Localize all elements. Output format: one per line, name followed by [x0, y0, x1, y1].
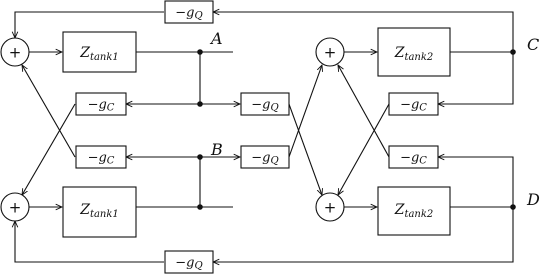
wire-d-to-bottom-gq [213, 207, 513, 262]
junction-a-top [197, 49, 203, 55]
wire-gq-mid-bottom-to-summer2 [289, 65, 322, 157]
ztank1-bottom-symbol: Z [80, 202, 90, 218]
summer-top-right [316, 38, 344, 66]
wire-gq-mid-top-to-summer4 [289, 104, 322, 195]
wire-gc-right-top-to-summer4 [338, 104, 389, 195]
gain-gc-right-bottom-sub: C [419, 155, 427, 167]
gain-gc-left-top [76, 93, 126, 115]
junction-d [510, 204, 516, 210]
gain-gc-right-bottom-symbol: −g [400, 150, 420, 166]
junction-c [510, 49, 516, 55]
ztank2-bottom-symbol: Z [394, 202, 405, 218]
node-label-c: C [527, 35, 540, 54]
summer-bottom-left [1, 193, 29, 221]
gain-gq-top [165, 1, 213, 23]
gain-gq-bottom [165, 251, 213, 273]
junction-a-row [197, 101, 203, 107]
ztank1-top-sub: tank1 [89, 52, 119, 63]
summer-bottom-left-symbol: + [8, 198, 22, 217]
gain-gq-mid-bottom [241, 146, 289, 168]
gain-gq-mid-bottom-symbol: −g [251, 150, 271, 166]
ztank1-bottom-sub: tank1 [89, 209, 119, 220]
ztank2-top-block [378, 28, 450, 76]
node-label-b: B [211, 140, 223, 159]
summer-bottom-right-symbol: + [323, 198, 337, 217]
gain-gc-right-bottom [389, 146, 438, 168]
wire-c-to-top-gq [213, 12, 513, 52]
junction-b-bottom [197, 204, 203, 210]
ztank2-bottom-block [378, 187, 450, 235]
junction-b-row [197, 154, 203, 160]
gain-gc-left-bottom [76, 146, 126, 168]
gain-gq-mid-top [241, 93, 289, 115]
ztank2-top-symbol: Z [394, 45, 405, 61]
wire-gc-left-top-to-summer3 [22, 104, 75, 195]
gain-gq-mid-top-sub: Q [270, 102, 279, 114]
summer-top-right-symbol: + [323, 43, 337, 62]
gain-gq-top-symbol: −g [175, 5, 195, 21]
ztank2-top-sub: tank2 [404, 52, 434, 63]
gain-gq-mid-top-symbol: −g [251, 97, 271, 113]
node-label-d: D [527, 190, 540, 209]
summer-top-left [1, 38, 29, 66]
node-label-a: A [211, 29, 223, 48]
gain-gq-bottom-symbol: −g [175, 255, 195, 271]
gain-gc-right-top [389, 93, 438, 115]
ztank2-bottom-sub: tank2 [404, 209, 434, 220]
gain-gc-left-top-symbol: −g [87, 97, 107, 113]
gain-gc-left-bottom-symbol: −g [87, 150, 107, 166]
ztank1-top-block [63, 32, 136, 72]
ztank1-bottom-block [63, 187, 136, 237]
gain-gq-mid-bottom-sub: Q [270, 155, 279, 167]
gain-gq-top-sub: Q [194, 10, 203, 22]
gain-gc-right-top-symbol: −g [400, 97, 420, 113]
gain-gc-right-top-sub: C [419, 102, 427, 114]
gain-gc-left-bottom-sub: C [106, 155, 115, 167]
ztank1-top-symbol: Z [80, 45, 90, 61]
junctions [197, 49, 516, 210]
gain-gq-bottom-sub: Q [194, 260, 203, 272]
wire-gc-left-bottom-to-summer1 [22, 65, 75, 157]
summer-bottom-right [316, 193, 344, 221]
wire-gc-right-bottom-to-summer2 [338, 65, 389, 157]
gain-gc-left-top-sub: C [106, 102, 115, 114]
summer-top-left-symbol: + [8, 43, 22, 62]
